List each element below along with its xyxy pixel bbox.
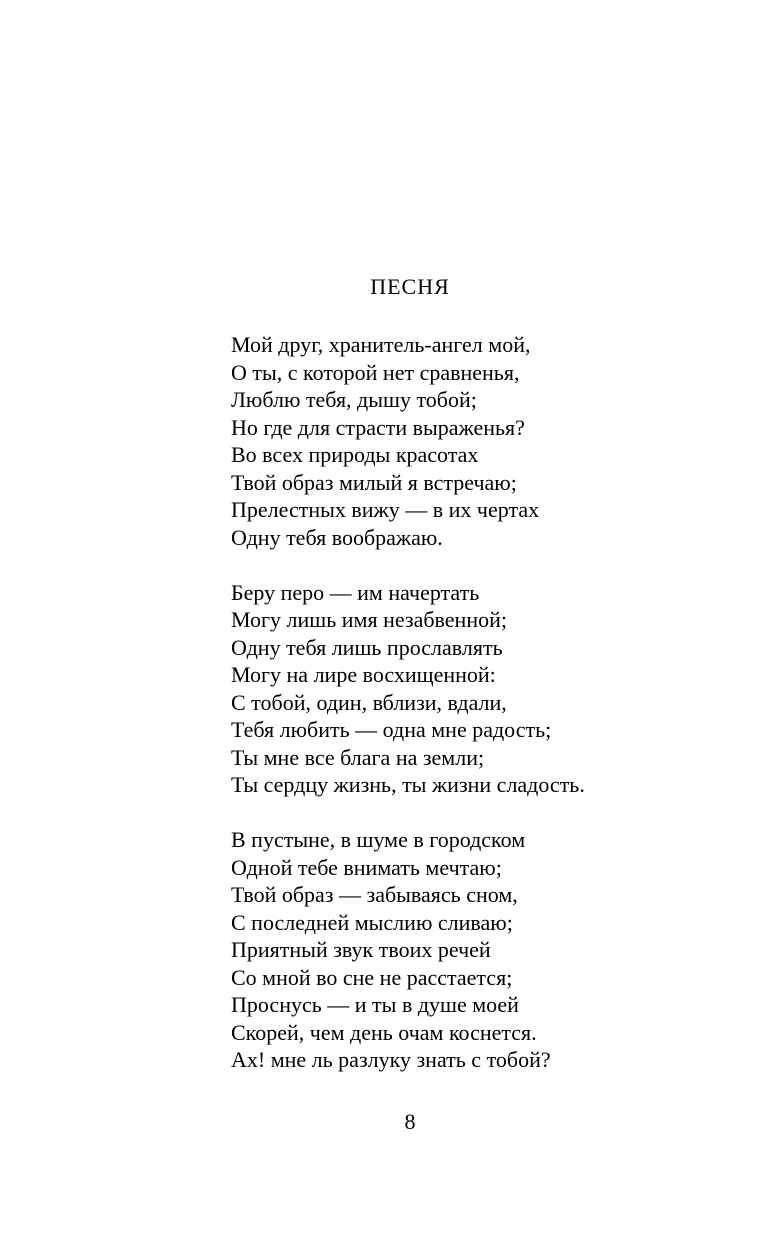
- poem-line: Ты сердцу жизнь, ты жизни сладость.: [231, 772, 585, 797]
- poem-line: С последней мыслию сливаю;: [231, 909, 513, 935]
- stanza-2: [231, 579, 751, 799]
- poem-line: Во всех природы красотах: [231, 442, 479, 467]
- poem-line: Могу лишь имя незабвенной;: [231, 607, 507, 632]
- poem-line: Прелестных вижу — в их чертах: [231, 497, 540, 522]
- poem-line: Могу на лире восхищенной:: [231, 662, 496, 687]
- poem-line: Но где для страсти выраженья?: [231, 414, 525, 440]
- stanza-3: [231, 826, 751, 1074]
- poem-line: Проснусь — и ты в душе моей: [231, 992, 519, 1017]
- poem-line: Твой образ милый я встречаю;: [231, 469, 517, 495]
- poem-line: Скорей, чем день очам коснется.: [231, 1019, 537, 1045]
- poem-line: Со мной во сне не расстается;: [231, 964, 513, 990]
- poem-line: Одну тебя воображаю.: [231, 524, 443, 550]
- poem-line: Люблю тебя, дышу тобой;: [231, 387, 477, 412]
- poem-line: Тебя любить — одна мне радость;: [231, 717, 552, 742]
- poem-line: Одну тебя лишь прославлять: [231, 634, 503, 660]
- stanza-1: [231, 331, 751, 551]
- poem-title: ПЕСНЯ: [370, 274, 450, 299]
- poem-line: Беру перо — им начертать: [231, 579, 480, 605]
- poem-line: Твой образ — забываясь сном,: [231, 882, 518, 907]
- poem-line: Одной тебе внимать мечтаю;: [231, 854, 502, 880]
- poem-line: О ты, с которой нет сравненья,: [231, 359, 520, 385]
- poem-line: Ты мне все блага на земли;: [231, 744, 485, 770]
- poem-line: Приятный звук твоих речей: [231, 937, 491, 962]
- page-number: 8: [404, 1109, 416, 1134]
- poem-line: С тобой, один, вблизи, вдали,: [231, 689, 507, 715]
- poem-line: В пустыне, в шуме в городском: [231, 827, 526, 852]
- poem-line: Мой друг, хранитель-ангел мой,: [231, 332, 531, 357]
- poem-body: [231, 331, 751, 1101]
- poem-line: Ах! мне ль разлуку знать с тобой?: [231, 1047, 551, 1072]
